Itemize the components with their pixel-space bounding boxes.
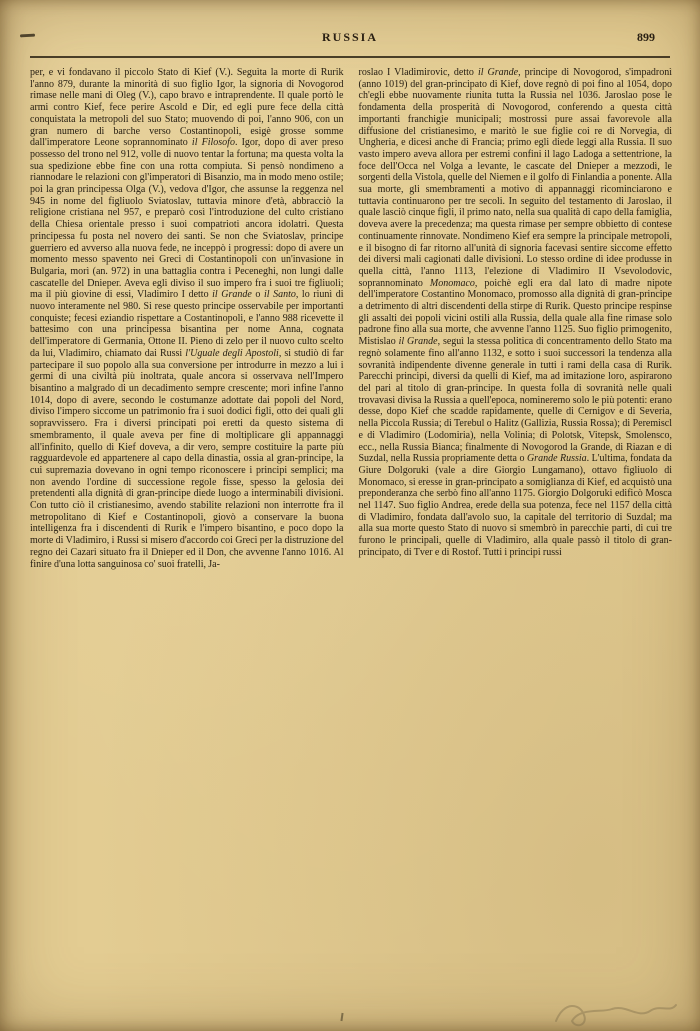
running-title: RUSSIA: [321, 30, 378, 44]
header-rule: [30, 56, 670, 58]
left-column: per, e vi fondavano il piccolo Stato di Kief (V.). Seguìta la morte di Rurik l'anno 879, durante la minorità di suo figlio Igor, la signoria di Novogorod rimase nelle mani di Oleg (V.), capo bravo e intraprendente. Il quale portò le armi contro Kief, fece perire Ascold e Dir, ed egli pure fece della città conquistata la metropoli del suo Stato; muovendo di poi, l'anno 906, con un gran numero di barche verso Costantinopoli, esigè grosse somme dall'imperatore Leone soprannominato il Filosofo. Igor, dopo di aver preso possesso del trono nel 912, volle di nuovo tentar la fortuna; ma questa volta la sua spedizione ebbe fine con una rotta compiuta. Si pensò nondimeno a riannodare le relazioni con gl'imperatori di Bisanzio, ma in modo meno ostile; poi la gran principessa Olga (V.), vedova d'Igor, che assunse la reggenza nel 945 in nome del figliuolo Sviatoslav, tuttavia minore d'età, abbracciò la religione cristiana nel 957, e preparò così l'introduzione del culto cristiano della Chiesa orientale presso i suoi compatrioti ancora idolatri. Questa principessa fu posta nel novero dei santi. Se non che Sviatoslav, principe guerriero ed avverso alla nuova fede, ne inceppò i progressi: dopo di avere un momento messo spavento nei Greci di Costantinopoli con un'invasione in Bulgaria, morì (an. 972) in una battaglia contra i Peceneghi, non lungi dalle cascatelle del Dnieper. Aveva egli diviso il suo impero fra i suoi tre figliuoli; ma il più giovine di essi, Vladimiro I detto il Grande o il Santo, lo riunì di nuovo interamente nel 980. Si rese questo principe osservabile per importanti conquiste; fecesi eziandio rispettare a Costantinopoli, e l'anno 988 ricevette il battesimo con una principessa bisantina per nome Anna, cognata dell'imperatore di Germania, Ottone II. Pieno di zelo per il nuovo culto scelto da lui, Vladimiro, chiamato dai Russi l'Uguale degli Apostoli, si studiò di far partecipare il suo popolo alla sua conversione per introdurre in mezzo a lui i germi di una civiltà più inoltrata, quale ancora si osservava nell'Impero bisantino a malgrado di un decadimento sempre crescente; morì infine l'anno 1014, dopo di avere, secondo le costumanze adottate dai popoli del Nord, diviso l'impero siccome un patrimonio fra i suoi dodici figli, otto dei quali gli sopravvissero. Fra i diversi principati poi eretti da questo sistema di smembramento, il quale aveva per fine di moltiplicare gli appannaggi all'infinito, quello di Kief doveva, a dir vero, sempre costituire la parte più ragguardevole ed appartenere al capo della dinastia, ossia al gran-principe, la cui supremazia dovevano in ogni tempo riconoscere i principi semplici; ma non avendo l'ordine di successione regole fisse, spesso la gelosia dei pretendenti alla dignità di gran-principe diede luogo a interminabili divisioni. Con tutto ciò il cristianesimo, avendo stabilite relazioni non interrotte fra il metropolitano di Kief e Costantinopoli, giovò a conservare la buona intelligenza fra i discendenti di Rurik e l'impero bisantino, e poco dopo la morte di Vladimiro, i Russi si misero d'accordo coi Greci per la distruzione del regno dei Cazari situato fra il Dnieper ed il Don, che avvenne l'anno 1016. Al finire d'una lotta sanguinosa co' suoi fratelli, Ja-: [30, 67, 344, 570]
text-columns: [0, 58, 700, 570]
ink-fleck-bottom-center: [340, 1013, 343, 1021]
page-header: [0, 0, 700, 52]
ink-scribble-bottom-right: [550, 993, 680, 1031]
right-column: roslao I Vladimirovic, detto il Grande, principe di Novogorod, s'impadronì (anno 1019) del gran-principato di Kief, dove regnò di poi fino al 1054, dopo ch'egli ebbe nuovamente riunita tutta la Russia nel 1036. Jaroslao pose le fondamenta della prosperità di Novogorod, conferendo a questa città importanti franchigie municipali; mostrossi pure assai favorevole alla diffusione del cristianesimo, e maritò le sue figlie coi re di Norvegia, di Ungheria, e dicesi anche di Francia; primo egli diede leggi alla Russia. Il suo vasto impero aveva allora per estremi confini il lago Ladoga a settentrione, la foce dell'Occa nel Volga a levante, le cascate del Dnieper a mezzodì, le sorgenti della Vistola, quelle del Niemen e il golfo di Finlandia a ponente. Alla sua morte, gli smembramenti a motivo di appannaggi ricominciarono e tuttavia continuarono per tre secoli. In seguito del testamento di Jaroslao, il quale lasciò cinque figli, il primo nato, nella sua qualità di capo della famiglia, doveva avere la precedenza; ma questa rimase per sempre obbietto di contese continuamente rinnovate. Nondimeno Kief era sempre la principale metropoli, e il bisogno di far ritorno all'unità di signoria facevasi sentire siccome effetto dei diversi mali cagionati dalle divisioni. Lo stesso ordine di idee produsse in quella città, l'anno 1113, l'elezione di Vladimiro II Vsevolodovic, soprannominato Monomaco, poichè egli era dal lato di madre nipote dell'imperatore Costantino Monomaco, promosso alla dignità di gran-principe a detrimento di altri discendenti della stirpe di Rurik. Questo principe respinse gli assalti dei popoli vicini ostili alla Russia, della quale alla fine rimase solo padrone fino alla sua morte, che avvenne l'anno 1125. Suo figlio primogenito, Mistislao il Grande, seguì la stessa politica di concentramento dello Stato ma regnò solamente fino all'anno 1132, e sotto i suoi successori la tendenza alla sovranità indipendente divenne generale in tutti i rami della casa di Rurik. Parecchi principi, diversi da quelli di Kief, ma ad imitazione loro, aspirarono del pari al titolo di gran-principe. In questa folla di sovranità nelle quali trovavasi divisa la Russia a quell'epoca, nomineremo solo le più potenti: erano desse, dopo Kief che scadde rapidamente, quelle di Cernigov e di Severia, nella Piccola Russia; di Terebul o Halitz (Gallizia, Russia Rossa); di Peremiscl e di Vladimiro (Lodomiria), nella Volinia; di Polotsk, Vitepsk, Smolensco, ecc., nella Russia Bianca; finalmente di Novogorod la Grande, di Riazan e di Suzdal, nella Russia propriamente detta o Grande Russia. L'ultima, fondata da Giure Dolgoruki (vale a dire Giorgio Lungamano), ottavo figliuolo di Monomaco, si eresse in gran-principato a somiglianza di Kief, ed acquistò una preponderanza che serbò fino all'anno 1175. Giorgio Dolgoruki edificò Mosca nel 1147. Suo figlio Andrea, erede della sua potenza, fece nel 1157 della città di Vladimiro, fondata dall'avolo suo, la capitale del territorio di Suzdal; ma alla sua morte questo Stato di nuovo si smembrò in parecchie parti, di cui tre furono le principali, quelle di Vladimiro, alla quale passò il titolo di gran-principato, di Tver e di Rostof. Tutti i principi russi: [358, 67, 672, 558]
page-number: 899: [637, 30, 655, 44]
